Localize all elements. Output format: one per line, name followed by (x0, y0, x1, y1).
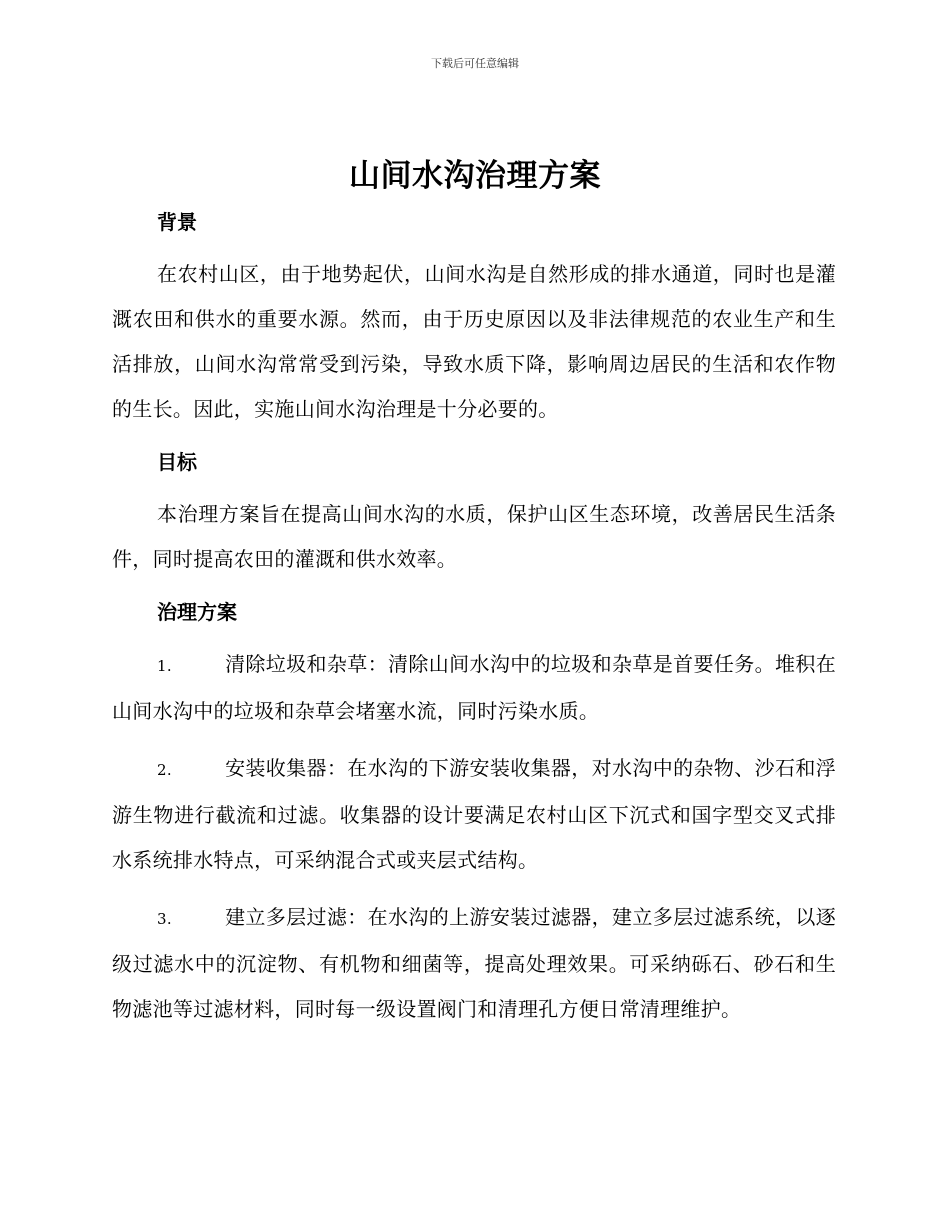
document-title: 山间水沟治理方案 (349, 158, 601, 194)
section-heading-background: 背景 (157, 210, 197, 234)
list-item-text: 安装收集器：在水沟的下游安装收集器，对水沟中的杂物、沙石和浮游生物进行截流和过滤。收集器的设计要满足农村山区下沉式和国字型交叉式排水系统排水特点，可采纳混合式或夹层式结构。 (112, 756, 836, 872)
document-body (112, 206, 836, 1032)
list-item (112, 746, 836, 883)
list-item-text: 建立多层过滤：在水沟的上游安装过滤器，建立多层过滤系统，以逐级过滤水中的沉淀物、有机物和细菌等，提高处理效果。可采纳砾石、砂石和生物滤池等过滤材料，同时每一级设置阀门和清理孔方便日常清理维护。 (112, 905, 836, 1021)
section-heading-plan: 治理方案 (157, 600, 237, 624)
paragraph-background: 在农村山区，由于地势起伏，山间水沟是自然形成的排水通道，同时也是灌溉农田和供水的重要水源。然而，由于历史原因以及非法律规范的农业生产和生活排放，山间水沟常常受到污染，导致水质下降，影响周边居民的生活和农作物的生长。因此，实施山间水沟治理是十分必要的。 (112, 262, 836, 421)
list-item (112, 642, 836, 734)
list-item-number: 1. (157, 657, 172, 675)
list-item-text: 清除垃圾和杂草：清除山间水沟中的垃圾和杂草是首要任务。堆积在山间水沟中的垃圾和杂草会堵塞水流，同时污染水质。 (112, 652, 836, 723)
paragraph-goal: 本治理方案旨在提高山间水沟的水质，保护山区生态环境，改善居民生活条件，同时提高农田的灌溉和供水效率。 (112, 502, 836, 571)
list-item (112, 895, 836, 1032)
section-heading-goal: 目标 (157, 450, 197, 474)
header-note: 下载后可任意编辑 (431, 57, 519, 70)
list-item-number: 2. (157, 761, 172, 779)
list-item-number: 3. (157, 910, 172, 928)
